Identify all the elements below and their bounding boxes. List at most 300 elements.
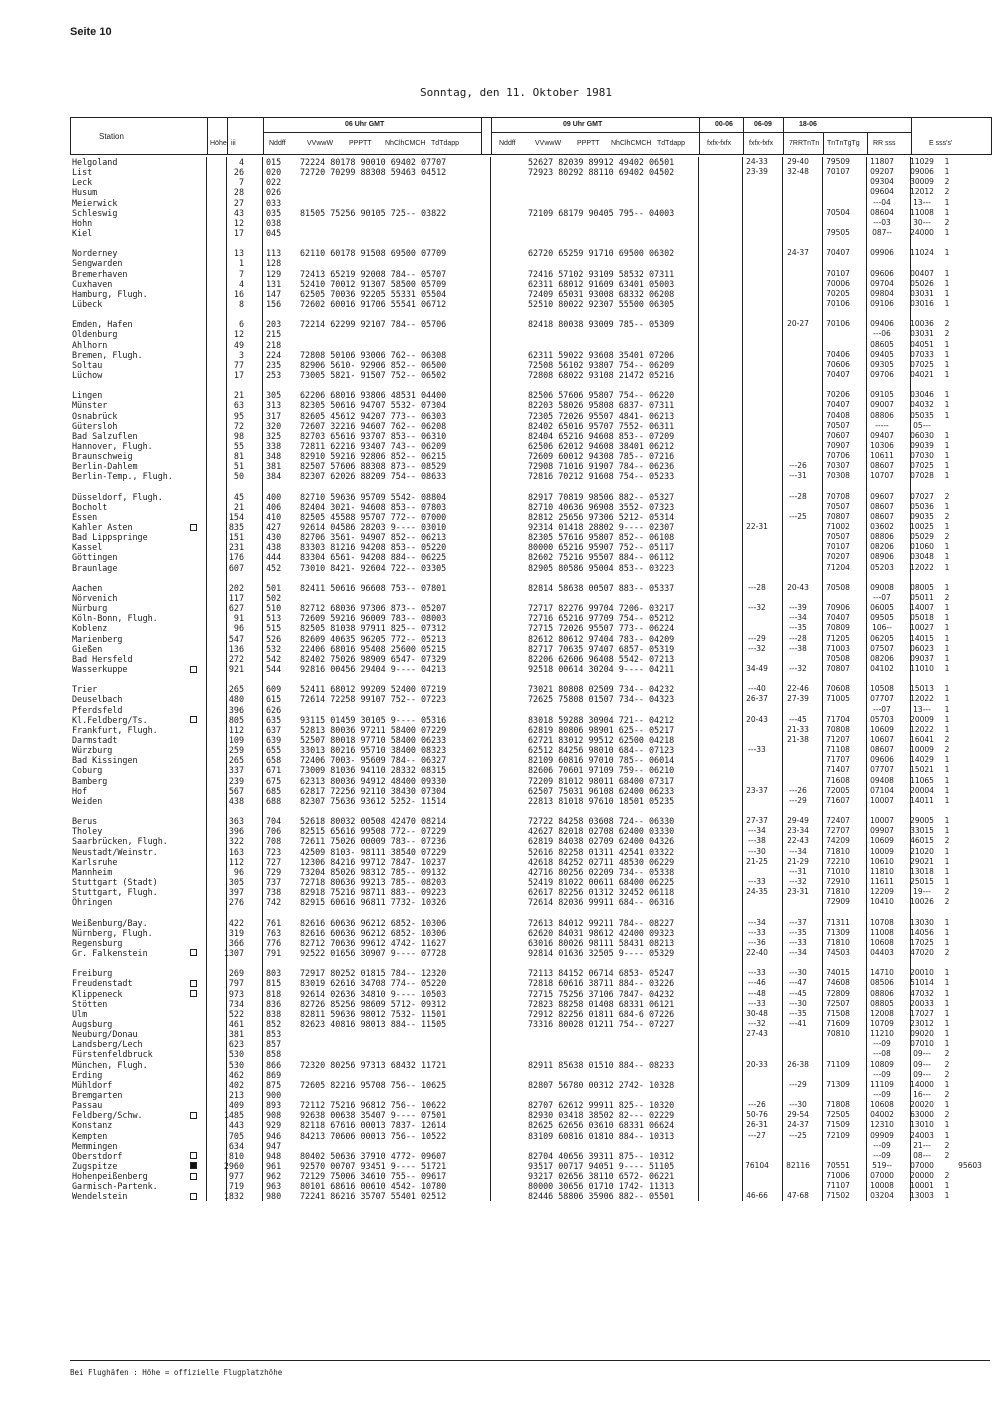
value-rr-sss: 07027: [910, 491, 934, 501]
table-row: [70, 502, 990, 512]
value-e: 2: [944, 177, 950, 187]
value-rr-t: 71311: [826, 917, 850, 927]
obs-09: 82404 65216 94608 853-- 07209: [528, 430, 675, 441]
value-e: 2: [944, 947, 950, 957]
value-rr-sss: 33015: [910, 826, 934, 836]
obs-09: 72816 70212 91608 754-- 05233: [528, 471, 675, 482]
value-rr-t: 71810: [826, 937, 850, 947]
value-rr-sss: 21---: [913, 1140, 931, 1150]
obs-06: 62110 60178 91508 69500 07709: [300, 248, 447, 259]
open-square-icon: [190, 980, 197, 987]
value-tn-tg: 08607: [870, 501, 894, 511]
value-rr-sss: 08005: [910, 582, 934, 592]
station-index: 452: [266, 562, 282, 573]
header-hoehe: Höhe: [210, 140, 227, 147]
footnote: Bei Flughäfen : Höhe = offizielle Flugplatzhöhe: [70, 1368, 283, 1377]
value-e: 1: [944, 633, 950, 643]
value-fx-2: ---25: [789, 511, 807, 521]
table-row: [70, 198, 990, 208]
value-tn-tg: ---03: [873, 217, 891, 227]
value-e: 1: [944, 765, 950, 775]
value-fx-1: 50-76: [746, 1110, 768, 1120]
obs-06: 82616 60636 96212 6852- 10306: [300, 917, 447, 928]
value-rr-sss: 11065: [910, 775, 934, 785]
header-tcol-1: fxfx-fxfx: [749, 140, 774, 147]
value-rr-sss: 05036: [910, 501, 934, 511]
value-rr-t: 70507: [826, 420, 850, 430]
value-e: 2: [944, 532, 950, 542]
table-row: [70, 1141, 990, 1151]
value-e: 1: [944, 866, 950, 876]
table-row: [70, 583, 990, 593]
value-rr-t: 71407: [826, 765, 850, 775]
value-tn-tg: 106--: [872, 623, 892, 633]
value-rr-sss: 05029: [910, 532, 934, 542]
obs-09: 62819 80806 98901 625-- 05217: [528, 724, 675, 735]
obs-09: 72609 60012 94308 785-- 07216: [528, 451, 675, 462]
value-rr-sss: 09035: [910, 511, 934, 521]
obs-09: 83018 59288 30904 721-- 04212: [528, 714, 675, 725]
value-rr-t: 70807: [826, 511, 850, 521]
station-index: 962: [266, 1171, 282, 1182]
value-rr-sss: 06023: [910, 643, 934, 653]
value-fx-2: ---26: [789, 785, 807, 795]
value-fx-2: ---41: [789, 1018, 807, 1028]
station-index: 410: [266, 511, 282, 522]
station-height: 213: [228, 1089, 244, 1100]
obs-09: 82807 56780 00312 2742- 10328: [528, 1079, 675, 1090]
station-height: 443: [228, 1120, 244, 1131]
obs-09: 82612 80612 97404 783-- 04209: [528, 633, 675, 644]
obs-06: 80101 68616 00610 4542- 10780: [300, 1181, 447, 1192]
station-height: 1: [238, 258, 244, 269]
value-rr-sss: 29021: [910, 856, 934, 866]
obs-06: 92522 01656 30907 9---- 07728: [300, 947, 447, 958]
value-rr-sss: 15013: [910, 684, 934, 694]
station-name: Mannheim: [72, 866, 113, 877]
obs-09: 72416 57102 93109 58532 07311: [528, 268, 675, 279]
value-rr-t: 71309: [826, 927, 850, 937]
value-rr-sss: 08---: [913, 1150, 931, 1160]
header-col06-4: TdTdapp: [431, 140, 460, 147]
station-height: 265: [228, 684, 244, 695]
station-name: Fürstenfeldbruck: [72, 1049, 153, 1060]
table-row: [70, 289, 990, 299]
value-fx-1: 24-35: [746, 887, 768, 897]
value-fx-1: 24-33: [746, 157, 768, 166]
value-tn-tg: 10306: [870, 440, 894, 450]
value-fx-2: ---47: [789, 978, 807, 988]
value-rr-t: 71508: [826, 1008, 850, 1018]
value-rr-sss: 09037: [910, 653, 934, 663]
station-height: 462: [228, 1069, 244, 1080]
station-index: 763: [266, 927, 282, 938]
station-name: Emden, Hafen: [72, 319, 133, 330]
obs-09: 82710 40636 96908 3552- 07323: [528, 501, 675, 512]
value-fx-2: ---35: [789, 623, 807, 633]
value-rr-sss: 20020: [910, 1100, 934, 1110]
station-height: 921: [228, 664, 244, 675]
value-tn-tg: 14710: [870, 968, 894, 978]
obs-06: 62505 70036 92205 55331 05504: [300, 288, 447, 299]
obs-09: 62311 68012 91609 63401 05003: [528, 278, 675, 289]
value-rr-sss: 11008: [910, 207, 934, 217]
header-tgroup-0: 00-06: [715, 121, 733, 128]
station-name: Weißenburg/Bay.: [72, 917, 148, 928]
value-e: 1: [944, 795, 950, 805]
value-rr-t: 70407: [826, 248, 850, 258]
value-rr-sss: 04021: [910, 369, 934, 379]
obs-09: 82446 58806 35906 882-- 05501: [528, 1191, 675, 1202]
value-rr-sss: 03031: [910, 288, 934, 298]
value-e: 1: [944, 248, 950, 258]
station-height: 96: [233, 866, 244, 877]
value-fx-1: ---33: [748, 745, 766, 755]
table-row: [70, 400, 990, 410]
open-square-icon: [190, 666, 197, 673]
column-rule: [782, 157, 783, 1201]
obs-06: 92816 00456 29404 9---- 04213: [300, 664, 447, 675]
value-e: 1: [944, 542, 950, 552]
value-tn-tg: 04002: [870, 1110, 894, 1120]
value-tn-tg: 07707: [870, 694, 894, 704]
station-name: Kahler Asten: [72, 522, 133, 533]
station-index: 129: [266, 268, 282, 279]
station-index: 688: [266, 795, 282, 806]
value-fx-1: 27-43: [746, 1029, 768, 1039]
station-name: Kempten: [72, 1130, 108, 1141]
station-name: Tholey: [72, 826, 103, 837]
station-height: 96: [233, 623, 244, 634]
station-name: Darmstadt: [72, 735, 118, 746]
value-tn-tg: ---07: [873, 593, 891, 603]
station-index: 320: [266, 420, 282, 431]
table-row: [70, 613, 990, 623]
table-row: [70, 552, 990, 562]
table-row: [70, 563, 990, 573]
value-rr-sss: 07025: [910, 461, 934, 471]
value-tn-tg: 11109: [870, 1079, 894, 1089]
station-height: 547: [228, 633, 244, 644]
table-row: [70, 1100, 990, 1110]
value-fx-1: ---48: [748, 988, 766, 998]
value-e: 2: [944, 1140, 950, 1150]
obs-09: 72305 72026 95507 4841- 06213: [528, 410, 675, 421]
value-rr-t: 70307: [826, 461, 850, 471]
value-e: 1: [944, 968, 950, 978]
table-row: [70, 725, 990, 735]
station-index: 384: [266, 471, 282, 482]
obs-06: 72605 82216 95708 756-- 10625: [300, 1079, 447, 1090]
station-height: 259: [228, 745, 244, 756]
obs-06: 92614 02636 34810 9---- 10503: [300, 988, 447, 999]
station-index: 963: [266, 1181, 282, 1192]
value-rr-t: 71108: [826, 745, 850, 755]
obs-06: 72214 62299 92107 784-- 05706: [300, 319, 447, 330]
station-height: 8: [238, 298, 244, 309]
station-height: 4: [238, 278, 244, 289]
group-spacer: [70, 573, 990, 583]
open-square-icon: [190, 524, 197, 531]
value-rr-sss: 30---: [913, 217, 931, 227]
value-rr-t: 74503: [826, 947, 850, 957]
group-spacer: [70, 958, 990, 968]
table-row: [70, 370, 990, 380]
obs-06: 81505 75256 90105 725-- 03822: [300, 207, 447, 218]
value-tn-tg: 12310: [870, 1120, 894, 1130]
value-rr-t: 70406: [826, 349, 850, 359]
value-fx-2: ---30: [789, 998, 807, 1008]
column-rule: [206, 157, 207, 1201]
obs-09: 72923 80292 88110 69402 04502: [528, 167, 675, 178]
value-e: 1: [944, 876, 950, 886]
value-fx-1: ---32: [748, 603, 766, 613]
value-e: 2: [944, 836, 950, 846]
value-fx-1: ---33: [748, 876, 766, 886]
station-index: 838: [266, 1008, 282, 1019]
value-fx-2: 22-43: [787, 836, 809, 846]
obs-06: 72406 7003- 95609 784-- 06327: [300, 755, 447, 766]
value-e: 1: [944, 856, 950, 866]
station-name: Lüchow: [72, 369, 103, 380]
value-rr-t: 71010: [826, 866, 850, 876]
obs-06: 92570 00707 93451 9---- 51721: [300, 1160, 447, 1171]
value-rr-sss: 10036: [910, 319, 934, 329]
value-fx-1: ---33: [748, 968, 766, 978]
value-rr-sss: 07033: [910, 349, 934, 359]
station-name: Feldberg/Schw.: [72, 1110, 143, 1121]
value-rr-t: 70504: [826, 207, 850, 217]
value-fx-2: 21-38: [787, 735, 809, 745]
value-rr-sss: 14007: [910, 603, 934, 613]
obs-06: 82623 40816 98013 884-- 11505: [300, 1018, 447, 1029]
value-e: 2: [944, 187, 950, 197]
value-tn-tg: 06005: [870, 603, 894, 613]
value-fx-2: ---30: [789, 968, 807, 978]
station-index: 776: [266, 937, 282, 948]
value-e: 2: [944, 329, 950, 339]
table-row: [70, 471, 990, 481]
value-tn-tg: 12008: [870, 1008, 894, 1018]
value-rr-sss: 01060: [910, 542, 934, 552]
column-rule: [822, 157, 823, 1201]
obs-09: 82704 40656 39311 875-- 10312: [528, 1150, 675, 1161]
value-tn-tg: 10007: [870, 795, 894, 805]
value-fx-1: 22-40: [746, 947, 768, 957]
value-fx-2: ---37: [789, 917, 807, 927]
table-row: [70, 634, 990, 644]
value-tn-tg: 09607: [870, 491, 894, 501]
station-index: 626: [266, 704, 282, 715]
value-tn-tg: ---09: [873, 1089, 891, 1099]
value-e: 1: [944, 603, 950, 613]
value-sss: 95603: [958, 1160, 982, 1170]
station-name: Nürnberg, Flugh.: [72, 927, 153, 938]
obs-09: 82812 25656 97306 5212- 05314: [528, 511, 675, 522]
station-index: 502: [266, 593, 282, 604]
value-tn-tg: 07104: [870, 785, 894, 795]
obs-09: 73021 80808 02509 734-- 04232: [528, 684, 675, 695]
obs-06: 72808 50106 93006 762-- 06308: [300, 349, 447, 360]
obs-06: 72413 65219 92008 784-- 05707: [300, 268, 447, 279]
table-row: [70, 765, 990, 775]
value-rr-sss: 12022: [910, 562, 934, 572]
station-name: Kiel: [72, 227, 93, 238]
value-rr-t: 71107: [826, 1181, 850, 1191]
obs-06: 83303 81216 94208 853-- 05220: [300, 542, 447, 553]
table-row: [70, 532, 990, 542]
table-row: [70, 857, 990, 867]
value-e: 1: [944, 846, 950, 856]
value-rr-sss: 12012: [910, 187, 934, 197]
station-index: 853: [266, 1029, 282, 1040]
value-e: 1: [944, 582, 950, 592]
obs-06: 82918 75216 98711 883-- 09223: [300, 887, 447, 898]
value-e: 1: [944, 288, 950, 298]
obs-06: 82402 75026 98909 6547- 07329: [300, 653, 447, 664]
station-name: Klippeneck: [72, 988, 123, 999]
station-height: 117: [228, 593, 244, 604]
value-e: 1: [944, 1181, 950, 1191]
value-tn-tg: 10607: [870, 735, 894, 745]
value-e: 1: [944, 268, 950, 278]
value-tn-tg: ---06: [873, 329, 891, 339]
station-name: Wasserkuppe: [72, 664, 128, 675]
station-name: Helgoland: [72, 157, 118, 167]
value-rr-sss: 15021: [910, 765, 934, 775]
station-height: 366: [228, 937, 244, 948]
station-name: Trier: [72, 684, 98, 695]
value-rr-sss: 05---: [913, 420, 931, 430]
station-name: Mühldorf: [72, 1079, 113, 1090]
value-e: 1: [944, 775, 950, 785]
value-tn-tg: 10008: [870, 1181, 894, 1191]
station-height: 319: [228, 927, 244, 938]
group-spacer: [70, 674, 990, 684]
value-rr-t: 70608: [826, 684, 850, 694]
value-rr-t: 71005: [826, 694, 850, 704]
station-name: Oberstdorf: [72, 1150, 123, 1161]
value-tn-tg: 10707: [870, 471, 894, 481]
table-row: [70, 644, 990, 654]
station-name: Bremen, Flugh.: [72, 349, 143, 360]
table-row: [70, 755, 990, 765]
station-index: 235: [266, 359, 282, 370]
header-station: Station: [99, 132, 124, 141]
obs-09: 82305 57616 95807 852-- 06108: [528, 532, 675, 543]
value-rr-sss: 19---: [913, 887, 931, 897]
value-e: 2: [944, 1059, 950, 1069]
value-rr-sss: 10009: [910, 745, 934, 755]
table-row: [70, 1110, 990, 1120]
obs-09: 72715 75256 37106 7847- 04232: [528, 988, 675, 999]
station-height: 77: [233, 359, 244, 370]
station-index: 675: [266, 775, 282, 786]
value-rr-t: 71205: [826, 633, 850, 643]
value-rr-t: 70507: [826, 532, 850, 542]
value-e: 2: [944, 1171, 950, 1181]
value-rr-sss: 23012: [910, 1018, 934, 1028]
station-index: 427: [266, 522, 282, 533]
value-e: 2: [944, 897, 950, 907]
value-rr-t: 71810: [826, 846, 850, 856]
obs-06: 72607 32216 94607 762-- 06208: [300, 420, 447, 431]
station-name: Bad Salzuflen: [72, 430, 138, 441]
obs-09: 72109 68179 90405 795-- 04003: [528, 207, 675, 218]
value-rr-sss: 07010: [910, 1039, 934, 1049]
value-fx-1: ---27: [748, 1130, 766, 1140]
value-tn-tg: 09909: [870, 1130, 894, 1140]
station-name: Leck: [72, 177, 93, 188]
value-rr-t: 72109: [826, 1130, 850, 1140]
station-height: 269: [228, 968, 244, 979]
value-tn-tg: 09704: [870, 278, 894, 288]
station-height: 607: [228, 562, 244, 573]
station-index: 045: [266, 227, 282, 238]
station-index: 723: [266, 846, 282, 857]
station-height: 3: [238, 349, 244, 360]
value-e: 1: [944, 785, 950, 795]
station-height: 381: [228, 1029, 244, 1040]
value-fx-1: 21-25: [746, 856, 768, 866]
header-iii: iii: [231, 140, 236, 147]
value-tn-tg: 09106: [870, 298, 894, 308]
header-tgroup-1: 06-09: [754, 121, 772, 128]
value-e: 1: [944, 400, 950, 410]
open-square-icon: [190, 949, 197, 956]
station-index: 708: [266, 836, 282, 847]
value-e: 1: [944, 359, 950, 369]
station-index: 727: [266, 856, 282, 867]
value-fx-1: 20-33: [746, 1059, 768, 1069]
station-height: 305: [228, 876, 244, 887]
obs-09: 93217 02656 38110 6572- 06221: [528, 1171, 675, 1182]
station-name: Osnabrück: [72, 410, 118, 421]
station-height: 438: [228, 795, 244, 806]
value-fx-1: 30-48: [746, 1008, 768, 1018]
value-tn-tg: 05703: [870, 714, 894, 724]
station-index: 313: [266, 400, 282, 411]
station-name: Gr. Falkenstein: [72, 947, 148, 958]
value-rr-sss: 47032: [910, 988, 934, 998]
obs-06: 82726 85256 98609 5712- 09312: [300, 998, 447, 1009]
value-rr-t: 72507: [826, 998, 850, 1008]
station-name: Memmingen: [72, 1140, 118, 1151]
value-rr-t: 70407: [826, 400, 850, 410]
station-height: 17: [233, 369, 244, 380]
obs-09: 72508 56102 93807 754-- 06209: [528, 359, 675, 370]
value-fx-2: ---31: [789, 471, 807, 481]
station-height: 50: [233, 471, 244, 482]
obs-09: 80000 65216 95907 752-- 05117: [528, 542, 675, 553]
obs-06: 84213 70606 00013 756-- 10522: [300, 1130, 447, 1141]
value-e: 1: [944, 826, 950, 836]
station-name: Norderney: [72, 248, 118, 259]
obs-09: 42716 80256 02209 734-- 05338: [528, 866, 675, 877]
station-index: 615: [266, 694, 282, 705]
obs-09: 62617 82256 01312 32452 06118: [528, 887, 675, 898]
station-name: Hamburg, Flugh.: [72, 288, 148, 299]
value-rr-t: 70607: [826, 430, 850, 440]
value-tn-tg: ---09: [873, 1039, 891, 1049]
value-e: 1: [944, 1120, 950, 1130]
open-square-icon: [190, 716, 197, 723]
value-tn-tg: 09008: [870, 582, 894, 592]
value-fx-2: ---39: [789, 603, 807, 613]
header-col09-2: PPPTT: [577, 140, 600, 147]
table-row: [70, 1019, 990, 1029]
station-height: 91: [233, 613, 244, 624]
